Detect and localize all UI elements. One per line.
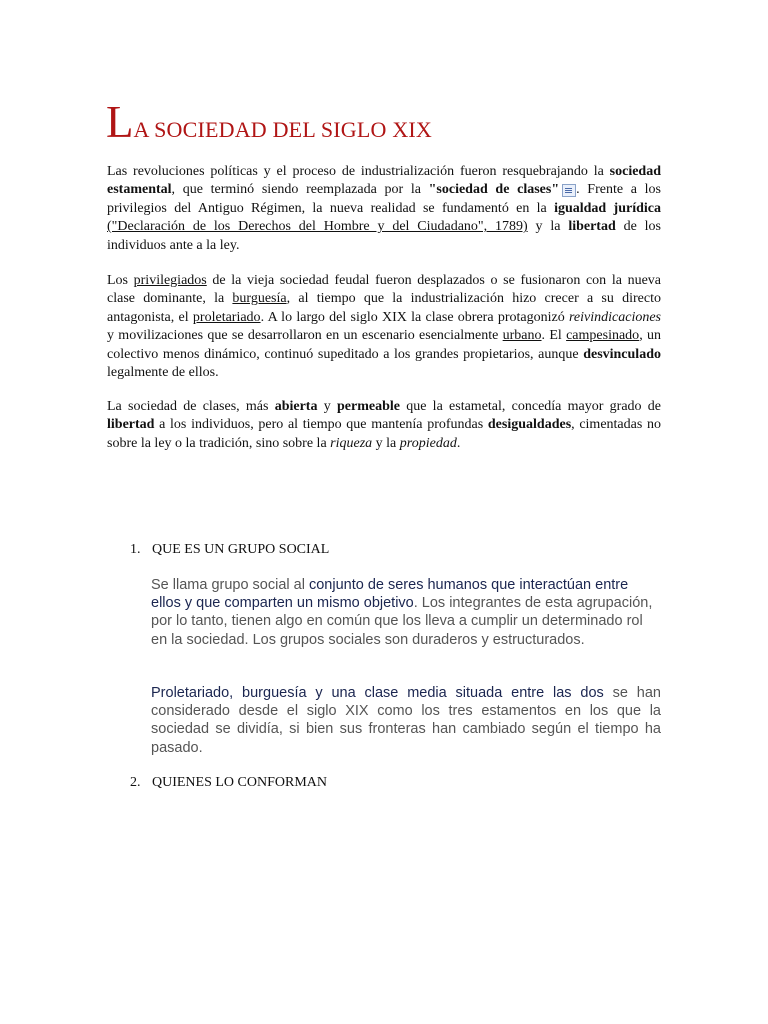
p3-text: a los individuos, pero al tiempo que mantenía profundas (154, 417, 488, 433)
p3-italic-riqueza: riqueza (330, 435, 373, 451)
title-text: A SOCIEDAD DEL SIGLO XIX (133, 117, 433, 142)
p2-italic-reivindicaciones: reivindicaciones (568, 309, 661, 325)
p3-text: que la estametal, concedía mayor grado de (399, 399, 662, 414)
answer-1 (151, 576, 661, 649)
answer2-text: se han considerado desde el siglo XIX como los tres estamentos en los que la sociedad se dividía, si bien sus fronteras han cambiado según el tiempo ha pasado. (151, 685, 661, 756)
urbano-link[interactable]: urbano (502, 328, 542, 344)
p3-text: . (456, 435, 461, 451)
answer-2 (151, 684, 661, 757)
p3-bold-libertad: libertad (107, 417, 155, 433)
p1-bold-sociedad-estamental: sociedad estamental (107, 164, 661, 198)
paragraph-1 (107, 163, 661, 255)
p1-text: . Frente a los privilegios del Antiguo Régimen, la nueva realidad se fundamentó en la (107, 182, 661, 216)
p3-bold-abierta: abierta (274, 399, 318, 414)
p1-text: de los individuos ante a la ley. (107, 219, 662, 253)
p2-bold-desvinculado: desvinculado (583, 346, 661, 362)
question-heading: QUE ES UN GRUPO SOCIAL (152, 542, 330, 557)
reference-icon[interactable] (562, 184, 576, 197)
p3-text: , cimentadas no sobre la ley o la tradición, sino sobre la (107, 417, 661, 451)
answer1-text: Se llama grupo social al (151, 577, 309, 593)
paragraph-3 (107, 398, 661, 453)
list-number: 2. (130, 775, 141, 790)
p2-text: Los (107, 273, 134, 288)
document-title (106, 97, 433, 147)
p1-text: Las revoluciones políticas y el proceso de industrialización fueron resquebrajando la (107, 164, 610, 179)
p3-bold-desigualdades: desigualdades (487, 417, 572, 433)
paragraph-2 (107, 272, 661, 382)
proletariado-link[interactable]: proletariado (192, 309, 261, 325)
answer1-text: . Los integrantes de esta agrupación, por lo tanto, tienen algo en común que los lleva a cumplir un determinado rol en la sociedad. Los grupos sociales son duraderos y estructurados. (151, 595, 653, 648)
p2-text: legalmente de ellos. (107, 365, 219, 381)
p3-text: La sociedad de clases, más (107, 399, 275, 414)
privilegiados-link[interactable]: privilegiados (133, 273, 207, 288)
answer2-emphasis: Proletariado, burguesía y una clase media situada entre las dos (151, 685, 604, 701)
p2-text: , un colectivo menos dinámico, continuó supeditado a los grandes propietarios, aunque (107, 328, 661, 362)
p3-italic-propiedad: propiedad (399, 435, 457, 451)
p1-text: y la (527, 219, 569, 235)
p2-text: y movilizaciones que se desarrollaron en un escenario esencialmente (107, 328, 503, 344)
p2-text: de la vieja sociedad feudal fueron desplazados o se fusionaron con la nueva clase dominante, la (107, 273, 661, 307)
p1-text: , que terminó siendo reemplazada por la (171, 182, 429, 198)
list-number: 1. (130, 542, 141, 557)
p2-text: , al tiempo que la industrialización hizo crecer a su directo antagonista, el (107, 291, 661, 325)
p2-text: . El (541, 328, 567, 344)
p3-text: y (317, 399, 337, 414)
title-drop-cap: L (106, 97, 134, 147)
question-heading: QUIENES LO CONFORMAN (152, 775, 328, 790)
p2-text: . A lo largo del siglo XIX la clase obrera protagonizó (260, 309, 569, 325)
p1-bold-igualdad-juridica: igualdad jurídica (554, 200, 661, 216)
burguesia-link[interactable]: burguesía (232, 291, 287, 307)
declaracion-link[interactable]: ("Declaración de los Derechos del Hombre y del Ciudadano", 1789) (107, 219, 528, 235)
p3-bold-permeable: permeable (336, 399, 400, 414)
answer1-emphasis: conjunto de seres humanos que interactúan entre ellos y que comparten un mismo objetivo (151, 577, 629, 612)
p1-bold-libertad: libertad (568, 219, 616, 235)
campesinado-link[interactable]: campesinado (566, 328, 640, 344)
p3-text: y la (372, 435, 400, 451)
p1-bold-sociedad-de-clases: "sociedad de clases" (428, 182, 560, 198)
